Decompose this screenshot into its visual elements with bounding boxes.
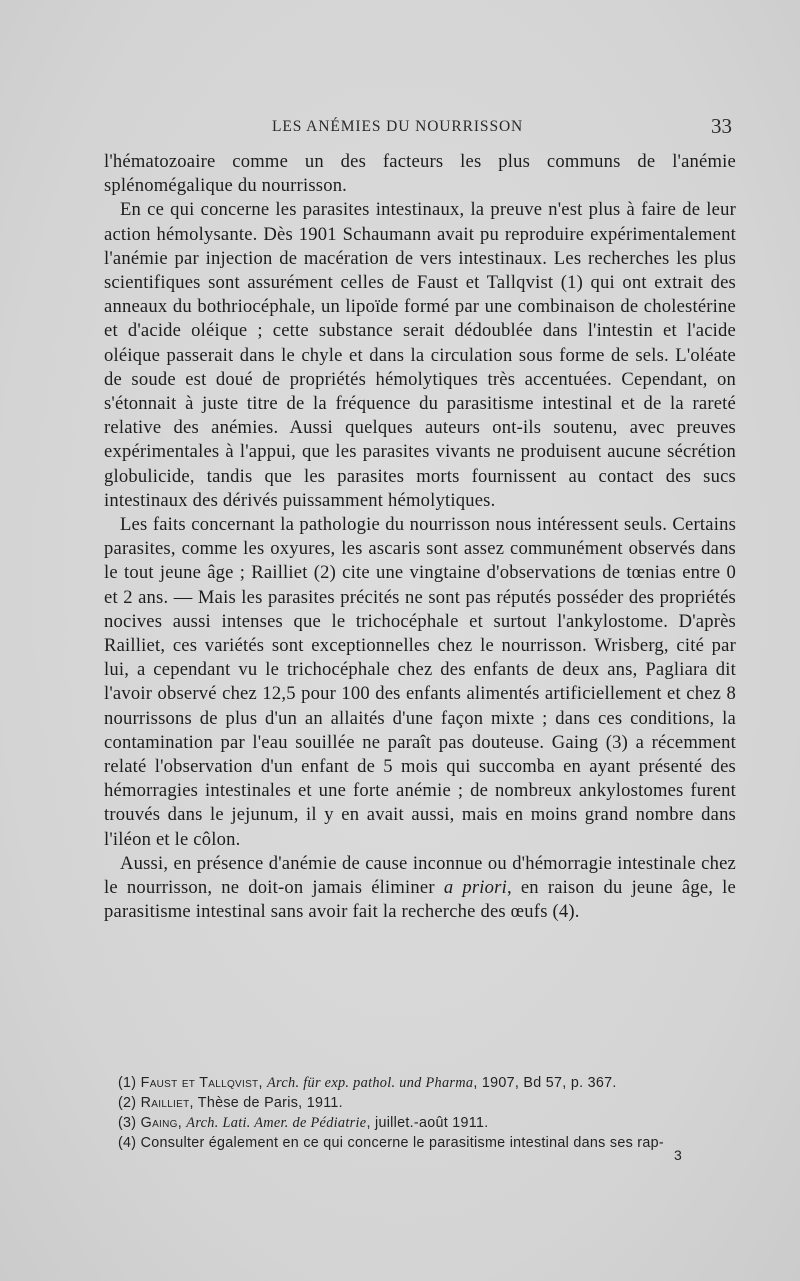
footnote-1-rest: , 1907, Bd 57, p. 367.	[473, 1075, 617, 1091]
paragraph-3: Les faits concernant la pathologie du nourrisson nous intéressent seuls. Certains parasites, comme les oxyures, les ascaris sont assez communément observés dans le tout jeune âge ; Railliet (2) cite une vingtaine d'observations de tœnias entre 0 et 2 ans. — Mais les parasites précités ne sont pas réputés posséder des propriétés nocives aussi intenses que le trichocéphale et surtout l'ankylostome. D'après Railliet, ces variétés sont exceptionnelles chez le nourrisson. Wrisberg, cité par lui, a cependant vu le trichocéphale chez des enfants de deux ans, Pagliara dit l'avoir observé chez 12,5 pour 100 des enfants alimentés artificiellement et chez 8 nourrissons de plus d'un an allaités d'une façon mixte ; dans ces conditions, la contamination par l'eau souillée ne paraît pas douteuse. Gaing (3) a récemment relaté l'observation d'un enfant de 5 mois qui succomba en ayant présenté des hémorragies intestinales et une forte anémie ; de nombreux ankylostomes furent trouvés dans le jejunum, il y en avait aussi, mais en moins grand nombre dans l'iléon et le côlon.	[104, 514, 736, 850]
paragraph-4-part-b: , en raison du jeune âge, le parasitisme intestinal sans avoir fait la recherche des œufs (4).	[104, 877, 736, 923]
footnote-3-author: Gaing	[140, 1115, 178, 1132]
paragraph-4-part-a: Aussi, en présence d'anémie de cause inconnue ou d'hémorragie intestinale chez le nourrisson, ne doit-on jamais éliminer	[104, 852, 736, 899]
footnote-1-separator: ,	[258, 1075, 268, 1091]
paragraph-1: l'hématozoaire comme un des facteurs les plus communs de l'anémie splénomégalique du nourrisson.	[104, 151, 736, 197]
running-head: LES ANÉMIES DU NOURRISSON	[272, 118, 524, 135]
footnote-3-journal: Arch. Lati. Amer. de Pédiatrie	[186, 1115, 367, 1132]
page-header	[104, 114, 736, 142]
footnote-4: (4) Consulter également en ce qui concerne le parasitisme intestinal dans ses rap-	[118, 1135, 664, 1152]
paragraph-4	[104, 852, 736, 925]
footnote-3-number: (3)	[118, 1115, 141, 1132]
body-text	[104, 150, 736, 925]
footnote-3-rest: , juillet.-août 1911.	[366, 1115, 489, 1132]
signature-mark: 3	[674, 1147, 682, 1163]
footnotes	[104, 1073, 736, 1153]
footnote-3-separator: ,	[177, 1115, 187, 1132]
footnote-2-author: Railliet	[140, 1095, 190, 1112]
footnote-1	[104, 1073, 736, 1093]
footnote-1-authors: Faust et Tallqvist	[140, 1075, 259, 1091]
footnote-1-number: (1)	[118, 1075, 141, 1091]
paragraph-4-italic: a priori	[443, 877, 507, 899]
footnote-2-number: (2)	[118, 1095, 141, 1112]
footnote-2-rest: , Thèse de Paris, 1911.	[189, 1095, 343, 1112]
paragraph-2: En ce qui concerne les parasites intestinaux, la preuve n'est plus à faire de leur action hémolysante. Dès 1901 Schaumann avait pu reproduire expérimentalement l'anémie par injection de macération de vers intestinaux. Les recherches les plus scientifiques sont assurément celles de Faust et Tallqvist (1) qui ont extrait des anneaux du bothriocéphale, un lipoïde formé par une combinaison de cholestérine et d'acide oléique ; cette substance serait dédoublée dans l'intestin et l'acide oléique passerait dans le chyle et dans la circulation sous forme de sels. L'oléate de soude est doué de propriétés hémolytiques très accentuées. Cependant, on s'étonnait à juste titre de la fréquence du parasitisme intestinal et de la rareté relative des anémies. Aussi quelques auteurs ont-ils soutenu, avec preuves expérimentales à l'appui, que les parasites vivants ne produisent aucune sécrétion globulicide, tandis que les parasites morts fournissent au contact des sucs intestinaux des dérivés puissamment hémolytiques.	[104, 199, 736, 511]
footnote-3	[104, 1113, 736, 1133]
footnote-2	[104, 1093, 736, 1113]
footnote-1-journal: Arch. für exp. pathol. und Pharma	[267, 1075, 474, 1091]
page-number: 33	[711, 114, 732, 138]
